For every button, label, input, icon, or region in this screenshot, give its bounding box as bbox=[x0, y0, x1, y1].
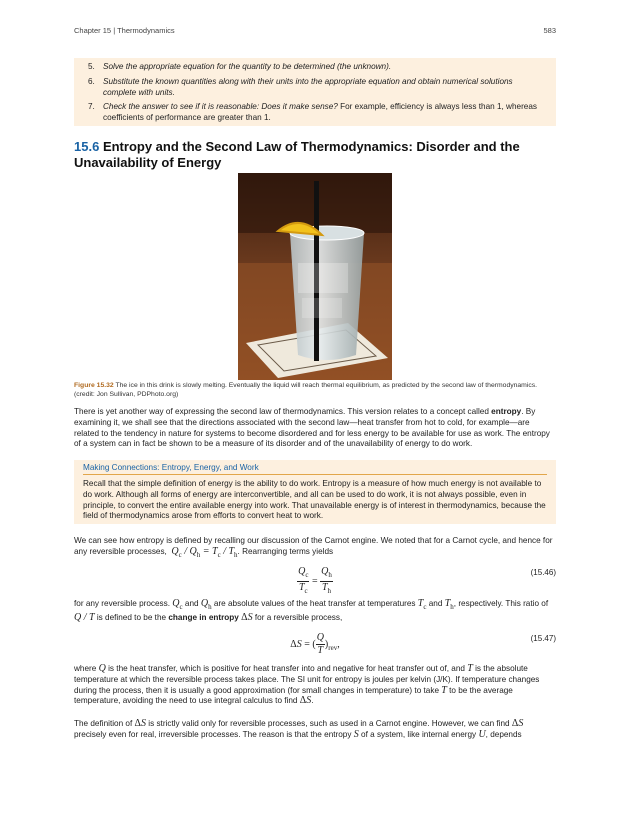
page-number: 583 bbox=[543, 26, 556, 35]
connections-box bbox=[74, 460, 556, 524]
paragraph: where Q is the heat transfer, which is positive for heat transfer into and negative for heat transfer out of, and T is the absolute temperature at which the reversible process takes place. The SI unit for entropy is joules per kelvin (J/K). If temperature changes during the process, then it is usually a good approximation (for small changes in temperature) to take T to be the average temperature, avoiding the need to use integral calculus to find ΔS. bbox=[74, 663, 540, 707]
figure-caption: Figure 15.32 The ice in this drink is slowly melting. Eventually the liquid will reach thermal equilibrium, as predicted by the second law of thermodynamics. (credit: Jon Sullivan, PDPhoto.org) bbox=[74, 382, 538, 398]
steps-box bbox=[74, 58, 556, 126]
paragraph: We can see how entropy is defined by recalling our discussion of the Carnot engine. We noted that for a Carnot cycle, and hence for any reversible processes, $Q_c / Q_h = T_c / T_h$. Rearranging terms yields bbox=[74, 536, 553, 559]
chapter-title: Chapter 15 | Thermodynamics bbox=[74, 26, 175, 35]
connections-title: Making Connections: Entropy, Energy, and Work bbox=[83, 463, 547, 475]
section-heading bbox=[74, 139, 544, 170]
paragraph: There is yet another way of expressing the second law of thermodynamics. This version relates to a concept called entropy. By examining it, we shall see that the directions associated with the second law—heat transfer from hot to cold, for example—are related to the tendency in nature for systems to become disordered and for less energy to be available for use as work. The entropy of a system can in fact be shown to be a measure of its disorder and of the unavailability of energy to do work. bbox=[74, 407, 550, 449]
page-header bbox=[74, 26, 556, 35]
figure-label: Figure 15.32 bbox=[74, 382, 114, 389]
paragraph: The definition of ΔS is strictly valid only for reversible processes, such as used in a Carnot engine. However, we can find ΔS precisely even for real, irreversible processes. The reason is that the entropy S of a system, like internal energy U, depends bbox=[74, 718, 524, 740]
section-title: Entropy and the Second Law of Thermodynamics: Disorder and the Unavailability of Energy bbox=[74, 139, 520, 170]
paragraph: for any reversible process. $Q_c$ and $Q_h$ are absolute values of the heat transfer at temperatures $T_c$ and $T_h$, respectively. This ratio of Q / T is defined to be the change in entropy ΔS for a reversible process, bbox=[74, 598, 549, 623]
step-item: 7. Check the answer to see if it is reasonable: Does it make sense? For example, efficiency is always less than 1, whereas coefficients of performance are greater than 1. bbox=[88, 102, 537, 123]
connections-body: Recall that the simple definition of energy is the ability to do work. Entropy is a measure of how much energy is not available to do work. Although all forms of energy are interconvertible, and all can be used to do work, it is not always possible, even in principle, to convert the entire available energy into work. That unavailable energy is of interest in thermodynamics, because the field of thermodynamics arose from efforts to convert heat to work. bbox=[83, 479, 546, 521]
figure-image bbox=[238, 173, 392, 380]
section-number: 15.6 bbox=[74, 139, 100, 154]
equation-15-47: ΔS = ( $\frac{Q}{T}$ )$_{rev}$, bbox=[290, 632, 340, 656]
equation-number: (15.47) bbox=[530, 634, 556, 643]
equation-number: (15.46) bbox=[530, 568, 556, 577]
step-item: 5. Solve the appropriate equation for the quantity to be determined (the unknown). bbox=[88, 62, 392, 71]
ice-drink-photo bbox=[238, 173, 392, 380]
equation-15-46: $\frac{Q_c}{T_c}$ = $\frac{Q_h}{T_h}$ bbox=[298, 566, 332, 595]
step-item: 6. Substitute the known quantities along with their units into the appropriate equation and obtain numerical solutions complete with units. bbox=[88, 76, 513, 97]
